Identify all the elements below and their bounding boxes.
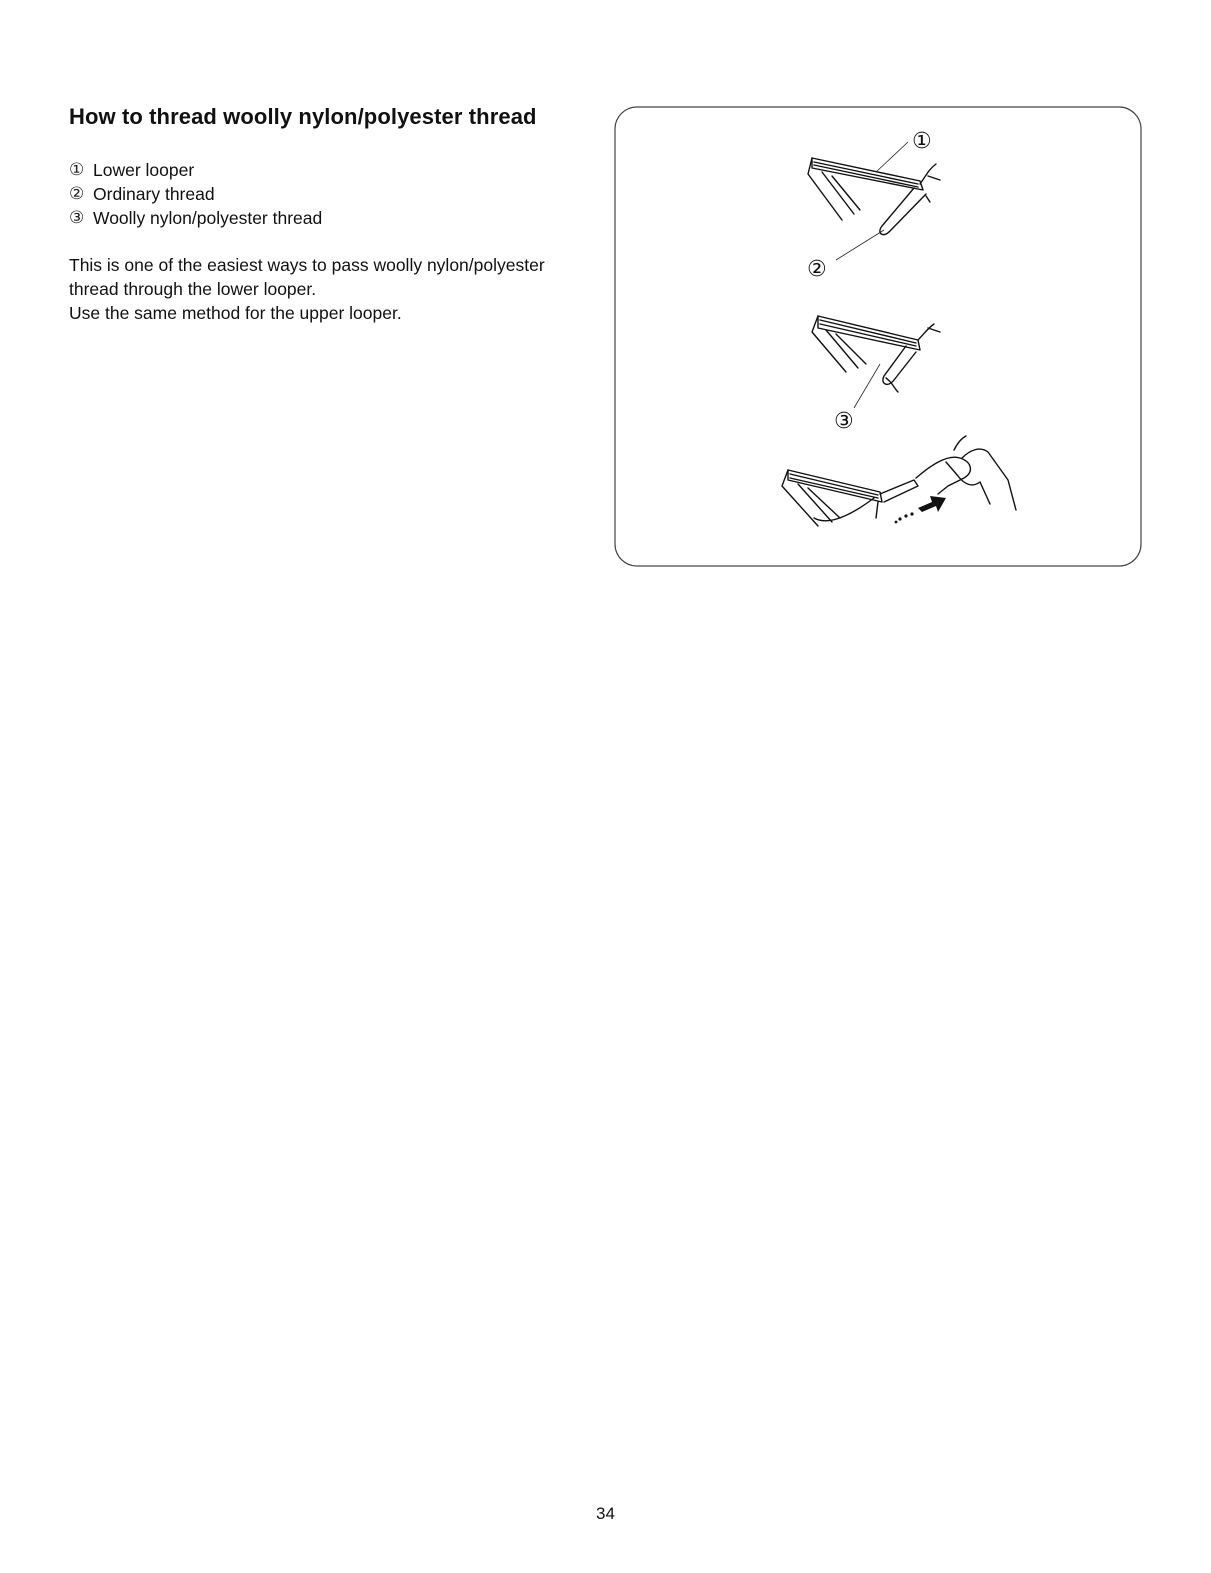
legend-text-2: Ordinary thread <box>93 184 215 204</box>
parts-legend <box>69 158 322 230</box>
callout-1-leader <box>876 142 908 172</box>
instruction-line-2: thread through the lower looper. <box>69 279 317 299</box>
legend-item-lower-looper <box>69 158 322 182</box>
instruction-line-1: This is one of the easiest ways to pass woolly nylon/polyester <box>69 255 545 275</box>
legend-text-1: Lower looper <box>93 160 195 180</box>
instruction-line-3: Use the same method for the upper looper. <box>69 303 402 323</box>
legend-number-1: ① <box>69 160 85 179</box>
hand-icon <box>916 457 970 494</box>
threading-illustration <box>614 106 1142 567</box>
callout-3: ③ <box>834 409 854 434</box>
callout-2-leader <box>836 230 884 260</box>
legend-number-3: ③ <box>69 208 85 227</box>
legend-number-2: ② <box>69 184 85 203</box>
page-number: 34 <box>596 1504 615 1523</box>
legend-text-3: Woolly nylon/polyester thread <box>93 208 323 228</box>
legend-item-woolly-thread <box>69 206 322 230</box>
callout-1: ① <box>912 129 932 154</box>
pull-arrow-icon <box>895 496 946 523</box>
instruction-paragraph <box>69 253 545 325</box>
step-3-looper-drawing <box>782 436 1016 526</box>
legend-item-ordinary-thread <box>69 182 322 206</box>
ordinary-thread-needle <box>880 188 926 235</box>
step-1-looper-drawing <box>808 158 940 235</box>
callout-2: ② <box>807 257 827 282</box>
step-2-looper-drawing <box>812 316 940 392</box>
callout-3-leader <box>854 364 880 408</box>
section-heading: How to thread woolly nylon/polyester thread <box>69 104 537 129</box>
